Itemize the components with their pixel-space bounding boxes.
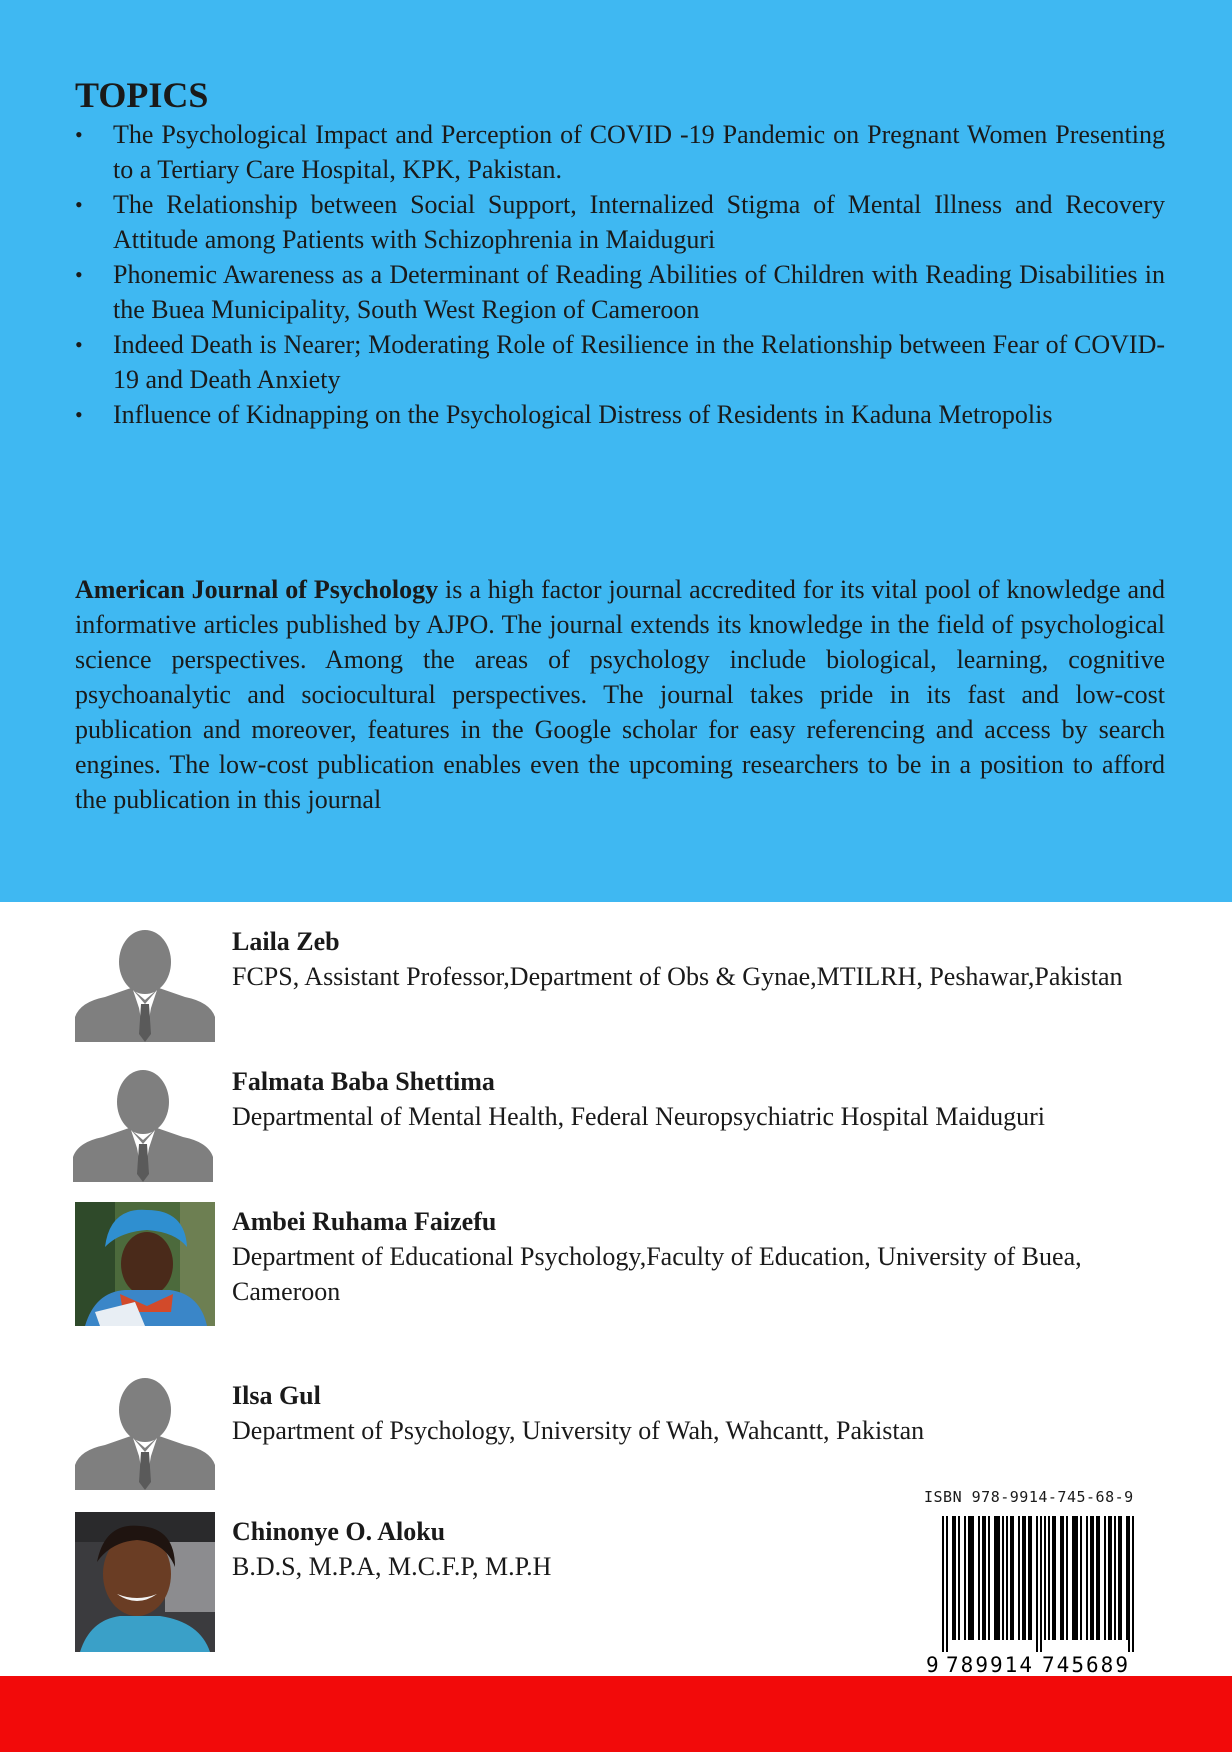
- author-name: Falmata Baba Shettima: [232, 1067, 495, 1096]
- footer-band: [0, 1676, 1232, 1752]
- user-silhouette-icon: [73, 1062, 213, 1182]
- barcode-bar: [946, 1516, 948, 1652]
- author-entry: [75, 1062, 1175, 1202]
- barcode-bar: [1074, 1516, 1076, 1640]
- barcode-bar: [1086, 1516, 1088, 1640]
- barcode-bar: [1012, 1516, 1014, 1640]
- barcode-digits-left: 789914: [946, 1653, 1032, 1676]
- barcode-bar: [996, 1516, 998, 1640]
- topic-item: [75, 397, 1165, 432]
- barcode-bar: [978, 1516, 980, 1640]
- barcode-bar: [1028, 1516, 1030, 1640]
- barcode-bar: [1002, 1516, 1004, 1640]
- topic-text: Influence of Kidnapping on the Psychological Distress of Residents in Kaduna Metropolis: [113, 400, 1053, 429]
- barcode-bar: [1052, 1516, 1054, 1640]
- barcode-bar: [998, 1516, 1000, 1640]
- isbn-label: ISBN 978-9914-745-68-9: [924, 1488, 1134, 1506]
- author-affiliation: Department of Educational Psychology,Faculty of Education, University of Buea, Cameroon: [232, 1242, 1082, 1306]
- barcode-bar: [1108, 1516, 1110, 1640]
- barcode-bar: [1072, 1516, 1074, 1640]
- bullet-icon: •: [75, 262, 83, 287]
- barcode-bar: [1024, 1516, 1026, 1640]
- barcode-bar: [1098, 1516, 1100, 1640]
- barcode-bar: [994, 1516, 996, 1640]
- barcode-bar: [1006, 1516, 1008, 1640]
- barcode-bar: [1110, 1516, 1112, 1640]
- barcode-bar: [1128, 1516, 1130, 1652]
- author-name: Ilsa Gul: [232, 1381, 321, 1410]
- barcode-bar: [942, 1516, 944, 1652]
- topic-text: Indeed Death is Nearer; Moderating Role of Resilience in the Relationship between Fear of COVID-19 and Death Anxiety: [113, 330, 1165, 394]
- author-affiliation: B.D.S, M.P.A, M.C.F.P, M.P.H: [232, 1552, 552, 1581]
- author-affiliation: Department of Psychology, University of Wah, Wahcantt, Pakistan: [232, 1416, 925, 1445]
- topics-list: [75, 117, 1165, 432]
- barcode-bar: [954, 1516, 956, 1640]
- barcode-bar: [968, 1516, 970, 1640]
- barcode-digit-lead: 9: [926, 1653, 939, 1676]
- barcode-bar: [1076, 1516, 1078, 1640]
- author-entry: [75, 1202, 1175, 1342]
- journal-description-text: is a high factor journal accredited for its vital pool of knowledge and informative articles published by AJPO. The journal extends its knowledge in the field of psychological science perspectives. Among the areas of psychology include biological, learning, cognitive psychoanalytic and sociocultural perspectives. The journal takes pride in its fast and low-cost publication and moreover, features in the Google scholar for easy referencing and access by search engines. The low-cost publication enables even the upcoming researchers to be in a position to afford the publication in this journal: [75, 575, 1165, 814]
- barcode-bar: [1114, 1516, 1116, 1640]
- barcode-bar: [970, 1516, 972, 1640]
- barcode-bar: [1018, 1516, 1020, 1640]
- barcode-bar: [1080, 1516, 1082, 1640]
- barcode-bar: [952, 1516, 954, 1640]
- journal-name: American Journal of Psychology: [75, 575, 439, 604]
- author-name: Laila Zeb: [232, 927, 340, 956]
- barcode-graphic: [920, 1512, 1146, 1676]
- topic-item: [75, 257, 1165, 327]
- barcode-bar: [1048, 1516, 1050, 1640]
- barcode-bar: [1132, 1516, 1134, 1652]
- user-silhouette-icon: [75, 1370, 215, 1490]
- barcode-bar: [1036, 1516, 1038, 1652]
- topic-item: [75, 327, 1165, 397]
- barcode-bar: [1104, 1516, 1106, 1640]
- barcode-bar: [964, 1516, 966, 1640]
- barcode-bar: [1062, 1516, 1064, 1640]
- barcode-bar: [982, 1516, 984, 1640]
- barcode-bar: [1060, 1516, 1062, 1640]
- barcode-bar: [1120, 1516, 1122, 1640]
- barcode-bar: [1118, 1516, 1120, 1640]
- barcode-bar: [1096, 1516, 1098, 1640]
- barcode-bar: [1126, 1516, 1128, 1640]
- barcode-bar: [984, 1516, 986, 1640]
- author-affiliation: Departmental of Mental Health, Federal Neuropsychiatric Hospital Maiduguri: [232, 1102, 1045, 1131]
- bullet-icon: •: [75, 332, 83, 357]
- bullet-icon: •: [75, 122, 83, 147]
- journal-description: [75, 572, 1165, 817]
- barcode-bar: [972, 1516, 974, 1640]
- user-silhouette-icon: [75, 922, 215, 1042]
- barcode-bar: [1066, 1516, 1068, 1640]
- barcode-bar: [1092, 1516, 1094, 1640]
- topic-text: The Psychological Impact and Perception of COVID -19 Pandemic on Pregnant Women Presenting to a Tertiary Care Hospital, KPK, Pakistan.: [113, 120, 1165, 184]
- topic-item: [75, 187, 1165, 257]
- author-photo: [75, 1512, 215, 1652]
- barcode-digits-right: 745689: [1042, 1653, 1128, 1676]
- topics-heading: TOPICS: [75, 75, 209, 115]
- barcode-bar: [988, 1516, 990, 1640]
- author-affiliation: FCPS, Assistant Professor,Department of Obs & Gynae,MTILRH, Peshawar,Pakistan: [232, 962, 1123, 991]
- topic-text: Phonemic Awareness as a Determinant of Reading Abilities of Children with Reading Disabilities in the Buea Municipality, South West Region of Cameroon: [113, 260, 1165, 324]
- author-name: Ambei Ruhama Faizefu: [232, 1207, 497, 1236]
- barcode-bar: [1090, 1516, 1092, 1640]
- author-name: Chinonye O. Aloku: [232, 1517, 446, 1546]
- barcode-bar: [1030, 1516, 1032, 1640]
- barcode-bar: [1044, 1516, 1046, 1640]
- topic-item: [75, 117, 1165, 187]
- bullet-icon: •: [75, 192, 83, 217]
- barcode-bar: [1054, 1516, 1056, 1640]
- bullet-icon: •: [75, 402, 83, 427]
- barcode-bar: [1022, 1516, 1024, 1640]
- barcode-bar: [1010, 1516, 1012, 1640]
- barcode-bar: [958, 1516, 960, 1640]
- topic-text: The Relationship between Social Support, Internalized Stigma of Mental Illness and Recovery Attitude among Patients with Schizophrenia in Maiduguri: [113, 190, 1165, 254]
- author-photo: [75, 1202, 215, 1326]
- author-entry: [75, 922, 1175, 1062]
- isbn-barcode: [920, 1486, 1146, 1676]
- barcode-bar: [1040, 1516, 1042, 1652]
